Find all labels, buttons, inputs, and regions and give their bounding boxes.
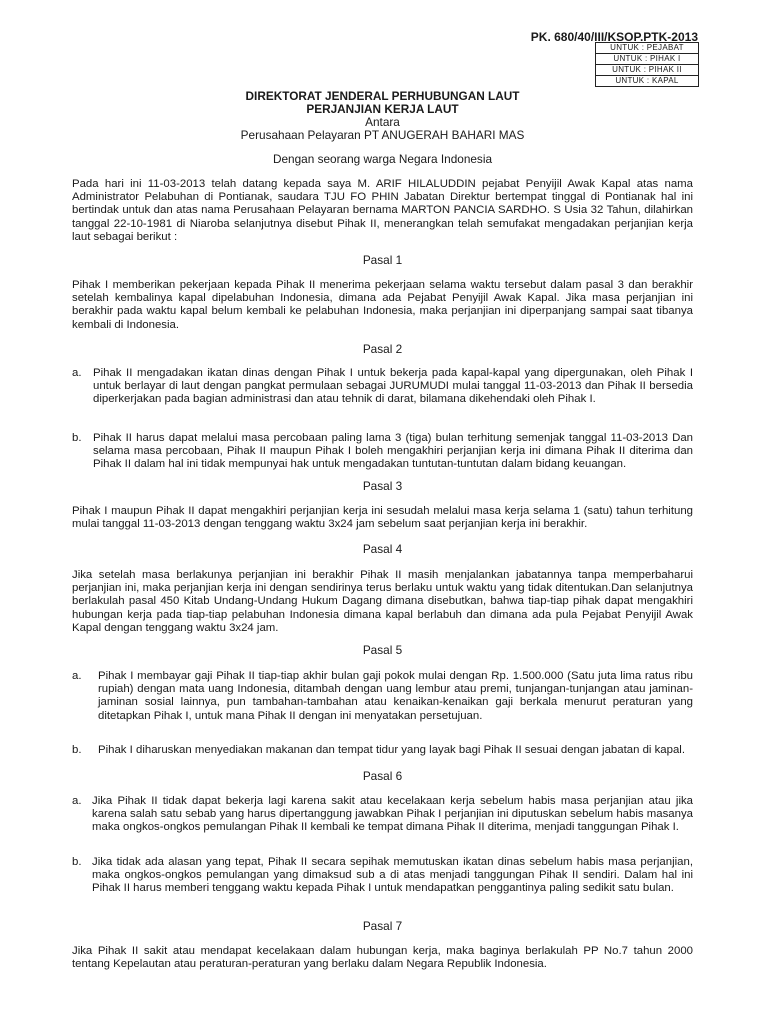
item-text: Pihak I diharuskan menyediakan makanan dan tempat tidur yang layak bagi Pihak II sesuai dengan jabatan di kapal.: [98, 744, 685, 756]
copy-label-kapal: UNTUK : KAPAL: [595, 76, 699, 87]
pasal-5-title: Pasal 5: [362, 643, 403, 657]
item-marker: b.: [72, 856, 82, 868]
intro-paragraph: Pada hari ini 11-03-2013 telah datang kepada saya M. ARIF HILALUDDIN pejabat Penyijil Awak Kapal atas nama Administrator Pelabuhan di Pontianak, saudara TJU FO PHIN Jabatan Direktur bertempat tinggal di Pontianak hal ini bertindak untuk dan atas nama Perusahaan Pelayaran bernama MARTON PANCIA SARDHO. S Usia 32 Tahun, dilahirkan tanggal 22-10-1981 di Niaroba selanjutnya disebut Pihak II, menerangkan telah semufakat mengadakan perjanjian kerja laut sebagai berikut :: [72, 178, 693, 243]
copy-label-pejabat: UNTUK : PEJABAT: [595, 42, 699, 54]
item-marker: b.: [72, 432, 82, 444]
pasal-4-text: Jika setelah masa berlakunya perjanjian ini berakhir Pihak II masih menjalankan jabatannya tanpa memperbaharui perjanjian ini, maka perjanjian kerja ini dengan sendirinya terus berlaku untuk waktu yang tidak ditentukan.Dan selanjutnya berlakulah pasal 450 Kitab Undang-Undang Hukum Dagang dimana disebutkan, bahwa tiap-tiap pihak dapat mengakhiri hubungan kerja pada tiap-tiap pelabuhan Indonesia dimana kapal berlabuh dan dimana ada pula Pejabat Penyijil Awak Kapal dengan tenggang waktu 3x24 jam.: [72, 569, 693, 634]
pasal-2-item-b: [72, 432, 693, 472]
reference-number: PK. 680/40/III/KSOP.PTK-2013: [530, 30, 698, 44]
header-antara: Antara: [365, 115, 400, 129]
item-text: Pihak II harus dapat melalui masa percobaan paling lama 3 (tiga) bulan terhitung semenjak tanggal 11-03-2013 Dan selama masa percobaan, Pihak II maupun Pihak I boleh mengakhiri perjanjian kerja ini dimana Pihak II diterima dan Pihak II dalam hal ini tidak mempunyai hak untuk mengadakan tuntutan-tuntutan dalam bidang keuangan.: [93, 432, 693, 471]
item-text: Pihak II mengadakan ikatan dinas dengan Pihak I untuk bekerja pada kapal-kapal yang dipergunakan, oleh Pihak I untuk berlayar di laut dengan pangkat permulaan sebagai JURUMUDI mulai tanggal 11-03-2013 dan Pihak II bersedia diperkerjakan pada bagian administrasi dan atau tehnik di darat, bilamana dikehendaki oleh Pihak I.: [93, 367, 693, 406]
pasal-7-text: Jika Pihak II sakit atau mendapat kecelakaan dalam hubungan kerja, maka baginya berlakulah PP No.7 tahun 2000 tentang Kepelautan atau peraturan-peraturan yang berlaku dalam Negara Republik Indonesia.: [72, 945, 693, 971]
copy-label-pihak-1: UNTUK : PIHAK I: [595, 54, 699, 65]
item-marker: a.: [72, 795, 82, 807]
header-company: Perusahaan Pelayaran PT ANUGERAH BAHARI MAS: [240, 128, 525, 142]
pasal-3-title: Pasal 3: [362, 479, 403, 493]
header-title: PERJANJIAN KERJA LAUT: [306, 102, 459, 116]
header-directorate: DIREKTORAT JENDERAL PERHUBUNGAN LAUT: [245, 89, 520, 103]
pasal-3-text: Pihak I maupun Pihak II dapat mengakhiri perjanjian kerja ini sesudah melalui masa kerja selama 1 (satu) tahun terhitung mulai tanggal 11-03-2013 dengan tenggang waktu 3x24 jam sebelum saat perjanjian kerja ini berakhir.: [72, 505, 693, 531]
item-marker: b.: [72, 744, 82, 756]
copy-distribution-box: [595, 42, 699, 87]
pasal-4-title: Pasal 4: [362, 542, 403, 556]
pasal-1-title: Pasal 1: [362, 253, 403, 267]
pasal-7-title: Pasal 7: [362, 919, 403, 933]
pasal-5-item-b: [72, 744, 693, 757]
pasal-6-item-a: [72, 795, 693, 835]
item-text: Jika tidak ada alasan yang tepat, Pihak II secara sepihak memutuskan ikatan dinas sebelum habis masa perjanjian, maka ongkos-ongkos pemulangan yang dimaksud sub a di atas menjadi tanggungan Pihak II sendiri. Dalam hal ini Pihak II harus memberi tenggang waktu kepada Pihak I untuk mendapatkan penggantinya paling sedikit satu bulan.: [92, 856, 693, 895]
pasal-1-text: Pihak I memberikan pekerjaan kepada Pihak II menerima pekerjaan selama waktu tersebut dalam pasal 3 dan berakhir setelah kembalinya kapal dipelabuhan Indonesia, dimana ada Pejabat Penyijil Awak Kapal. Jika masa perjanjian ini berakhir pada waktu kapal belum kembali ke pelabuhan Indonesia, maka perjanjian ini diperpanjang sampai saat tibanya kembali di Indonesia.: [72, 279, 693, 331]
item-text: Jika Pihak II tidak dapat bekerja lagi karena sakit atau kecelakaan kerja sebelum habis masa perjanjian atau jika karena salah satu sebab yang harus dipertanggung jawabkan Pihak I perjanjian ini diputuskan sebelum habis masanya maka ongkos-ongkos pemulangan Pihak II kembali ke tempat dimana Pihak II diterima, menjadi tanggungan Pihak I.: [92, 795, 693, 834]
copy-label-pihak-2: UNTUK : PIHAK II: [595, 65, 699, 76]
pasal-2-item-a: [72, 367, 693, 407]
header-counterparty: Dengan seorang warga Negara Indonesia: [272, 152, 493, 166]
pasal-6-item-b: [72, 856, 693, 896]
item-text: Pihak I membayar gaji Pihak II tiap-tiap akhir bulan gaji pokok mulai dengan Rp. 1.500.000 (Satu juta lima ratus ribu rupiah) dengan mata uang Indonesia, ditambah dengan uang lembur atau premi, tunjangan-tunjangan atau jaminan-jaminan sosial lainnya, pun tambahan-tambahan atau kenaikan-kenaikan gaji berkala menurut peraturan yang ditetapkan Pihak I, untuk mana Pihak II dengan ini menyatakan persetujuan.: [98, 670, 693, 722]
pasal-2-title: Pasal 2: [362, 342, 403, 356]
pasal-6-title: Pasal 6: [362, 769, 403, 783]
item-marker: a.: [72, 670, 82, 682]
pasal-5-item-a: [72, 670, 693, 723]
item-marker: a.: [72, 367, 82, 379]
